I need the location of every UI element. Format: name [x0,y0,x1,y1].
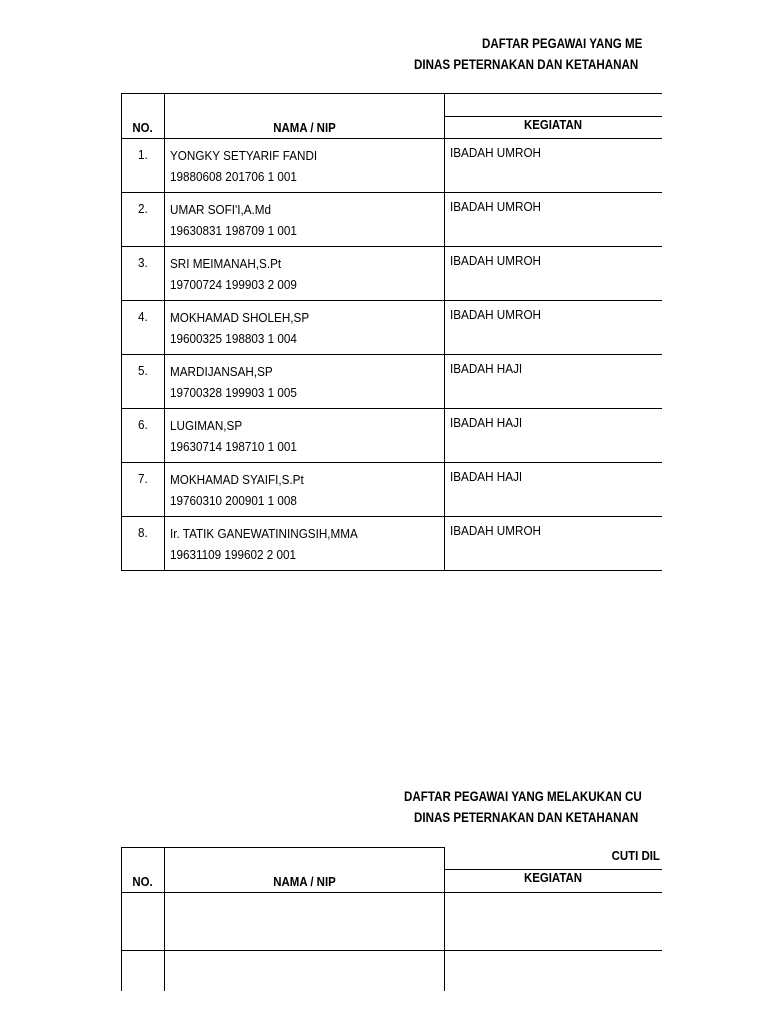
employee-nip: 19760310 200901 1 008 [170,493,297,508]
employee-name: YONGKY SETYARIF FANDI [170,148,318,163]
employee-nip: 19630714 198710 1 001 [170,439,297,454]
section1-table [121,93,662,571]
table-row [122,409,662,463]
employee-name: Ir. TATIK GANEWATININGSIH,MMA [170,526,358,541]
cell-name-nip [165,301,445,355]
cell-activity: IBADAH UMROH [445,301,662,355]
employee-name: UMAR SOFI'I,A.Md [170,202,272,217]
table-row [122,193,662,247]
cell-no [122,951,165,992]
cell-name-nip [165,463,445,517]
table-row [122,355,662,409]
cell-no: 2. [122,193,165,247]
cell-no: 3. [122,247,165,301]
cell-activity: IBADAH HAJI [445,463,662,517]
table-row [122,301,662,355]
section2-title-line1: DAFTAR PEGAWAI YANG MELAKUKAN CU [404,789,642,804]
cell-name-nip [165,517,445,571]
cell-name [165,951,445,992]
employee-nip: 19600325 198803 1 004 [170,331,297,346]
col-header-no: NO. [122,94,165,139]
table-row [122,893,662,951]
table-row [122,139,662,193]
employee-name: MOKHAMAD SHOLEH,SP [170,310,310,325]
col-header-name: NAMA / NIP [165,848,445,893]
table-row [122,463,662,517]
cell-name-nip [165,247,445,301]
col-header-no: NO. [122,848,165,893]
col-header-name: NAMA / NIP [165,94,445,139]
cell-activity: IBADAH UMROH [445,193,662,247]
cell-name-nip [165,193,445,247]
cell-name-nip [165,355,445,409]
cell-no: 8. [122,517,165,571]
employee-name: SRI MEIMANAH,S.Pt [170,256,282,271]
employee-name: LUGIMAN,SP [170,418,243,433]
cell-no: 1. [122,139,165,193]
section1-title-line1: DAFTAR PEGAWAI YANG ME [482,36,643,51]
section1-title-line2: DINAS PETERNAKAN DAN KETAHANAN [414,57,639,72]
employee-nip: 19700724 199903 2 009 [170,277,297,292]
employee-nip: 19880608 201706 1 001 [170,169,297,184]
employee-name: MOKHAMAD SYAIFI,S.Pt [170,472,304,487]
cell-activity: IBADAH UMROH [445,247,662,301]
employee-nip: 19700328 199903 1 005 [170,385,297,400]
cell-no: 5. [122,355,165,409]
cell-name-nip [165,409,445,463]
cell-activity: IBADAH HAJI [445,355,662,409]
cell-no [122,893,165,951]
employee-name: MARDIJANSAH,SP [170,364,273,379]
employee-nip: 19631109 199602 2 001 [170,547,297,562]
cell-activity: IBADAH UMROH [445,517,662,571]
employee-nip: 19630831 198709 1 001 [170,223,297,238]
cell-activity [445,893,662,951]
table-row [122,951,662,992]
col-header-activity: KEGIATAN [445,869,662,892]
section2-title-line2: DINAS PETERNAKAN DAN KETAHANAN [414,810,639,825]
cell-no: 7. [122,463,165,517]
cell-activity: IBADAH UMROH [445,139,662,193]
section2-table [121,847,662,991]
cell-name [165,893,445,951]
table-row [122,517,662,571]
cell-no: 4. [122,301,165,355]
cell-no: 6. [122,409,165,463]
col-header-activity: KEGIATAN [445,116,662,139]
table-row [122,247,662,301]
col-header-group [445,94,662,117]
col-header-group: CUTI DIL [445,848,662,870]
cell-activity: IBADAH HAJI [445,409,662,463]
cell-activity [445,951,662,992]
cell-name-nip [165,139,445,193]
